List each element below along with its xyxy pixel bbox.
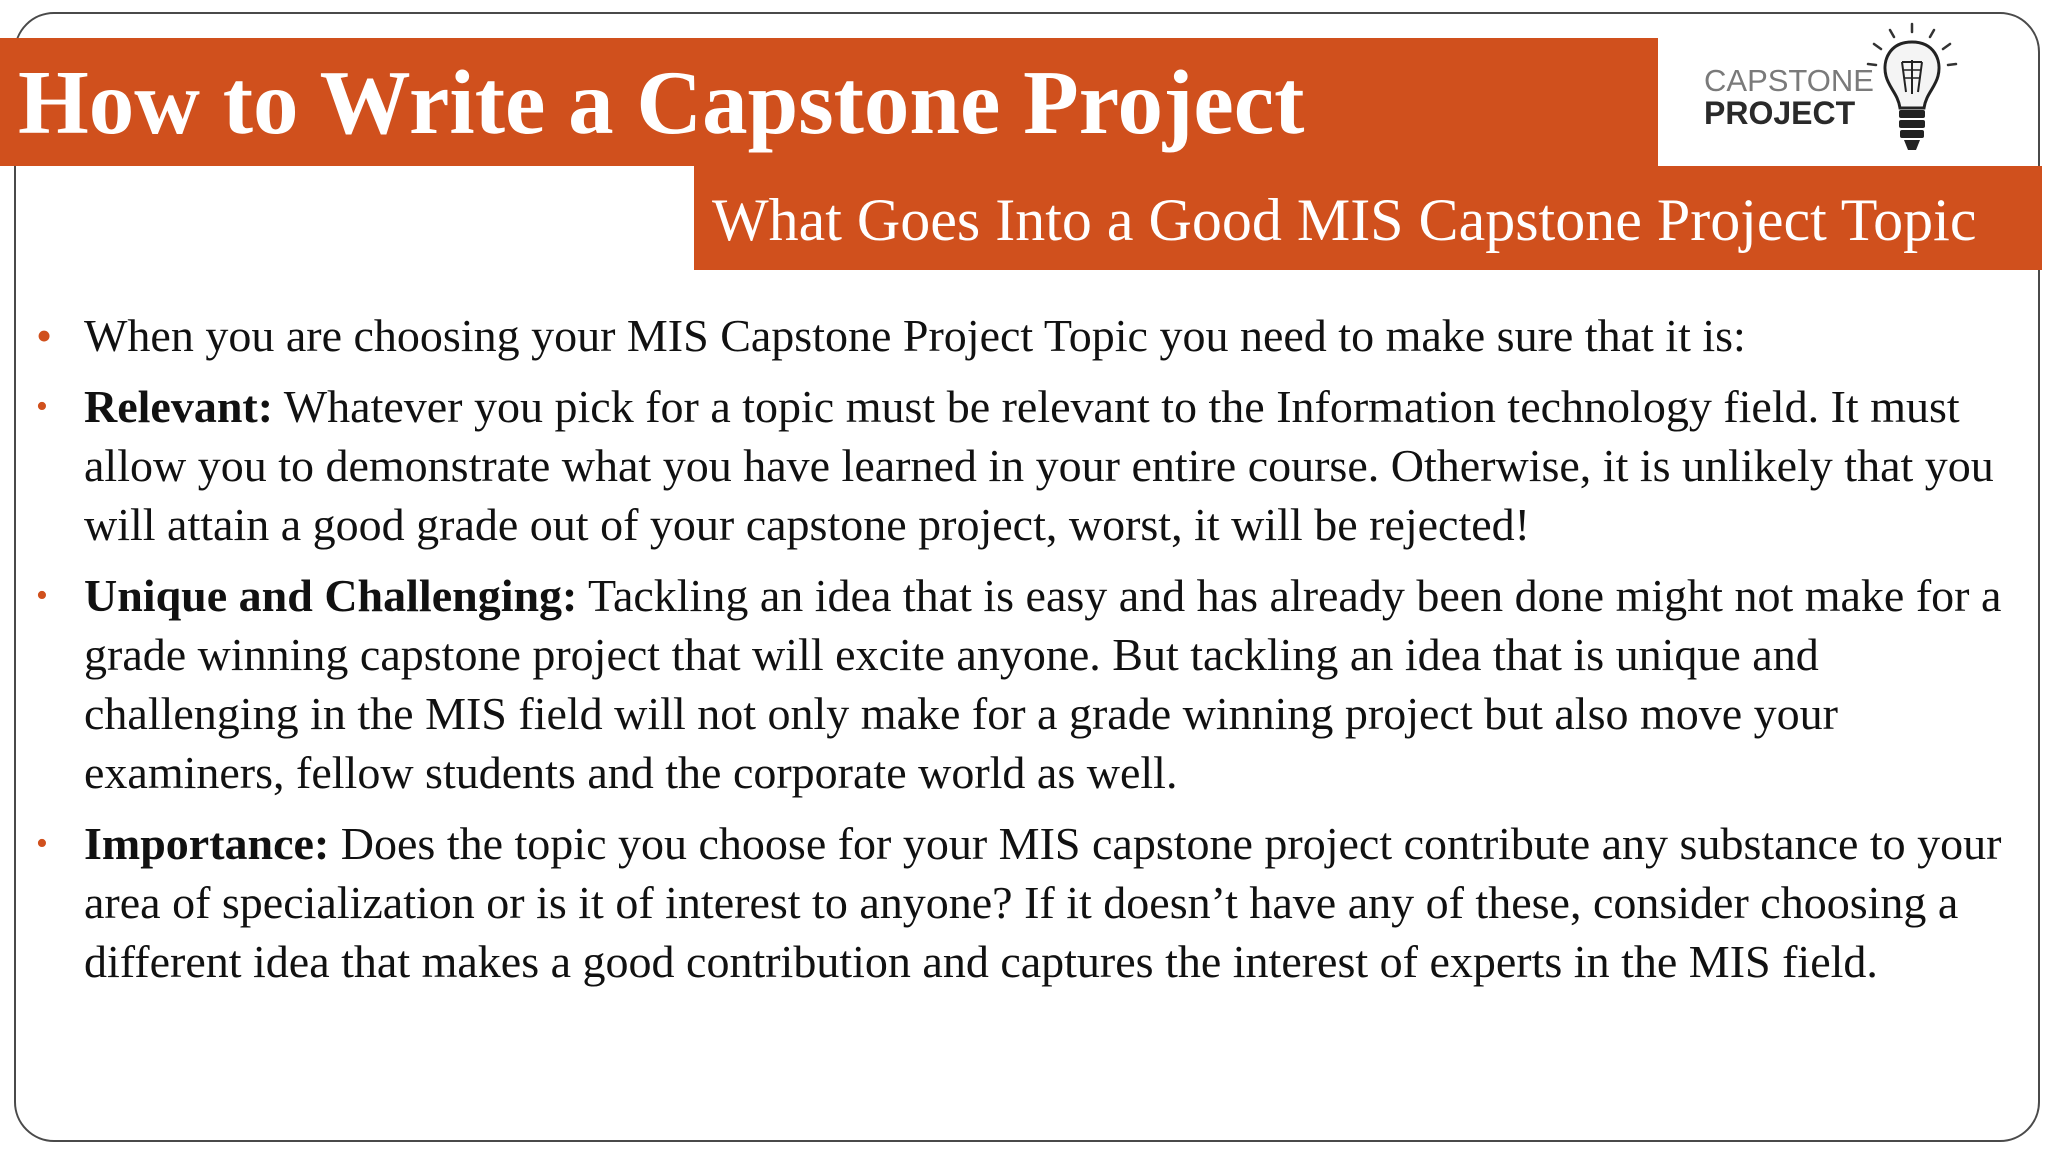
list-item: [34, 814, 2004, 991]
bullet-text: Does the topic you choose for your MIS capstone project contribute any substance to your area of specialization or is it of interest to anyone? If it doesn’t have any of these, consider choosing a different idea that makes a good contribution and captures the interest of experts in the MIS field.: [84, 818, 2002, 987]
bullet-icon: •: [36, 310, 53, 361]
list-item: [34, 377, 2004, 554]
logo-text-capstone: CAPSTONE: [1704, 63, 1874, 98]
logo-text-project: PROJECT: [1704, 95, 1856, 131]
page-title: How to Write a Capstone Project: [18, 52, 1305, 153]
bullet-term: Relevant:: [84, 381, 274, 432]
bullet-icon: •: [36, 388, 48, 425]
list-item: [34, 566, 2004, 802]
bullet-icon: •: [36, 825, 48, 862]
lightbulb-icon: [1862, 22, 1962, 166]
capstone-project-logo: [1662, 22, 1962, 166]
bullet-icon: •: [36, 577, 48, 614]
bullet-text: Tackling an idea that is easy and has already been done might not make for a grade winning capstone project that will excite anyone. But tackling an idea that is unique and challenging in the MIS field will not only make for a grade winning project but also move your examiners, fellow students and the corporate world as well.: [84, 570, 2002, 798]
bullet-term: Unique and Challenging:: [84, 570, 578, 621]
bullet-text: When you are choosing your MIS Capstone Project Topic you need to make sure that it is:: [84, 310, 1746, 361]
list-item: [34, 306, 2004, 365]
bullet-text: Whatever you pick for a topic must be relevant to the Information technology field. It must allow you to demonstrate what you have learned in your entire course. Otherwise, it is unlikely that you will attain a good grade out of your capstone project, worst, it will be rejected!: [84, 381, 1994, 550]
page-subtitle: What Goes Into a Good MIS Capstone Project Topic: [712, 187, 1977, 253]
bullet-term: Importance:: [84, 818, 330, 869]
bullet-list: [34, 306, 2004, 1003]
